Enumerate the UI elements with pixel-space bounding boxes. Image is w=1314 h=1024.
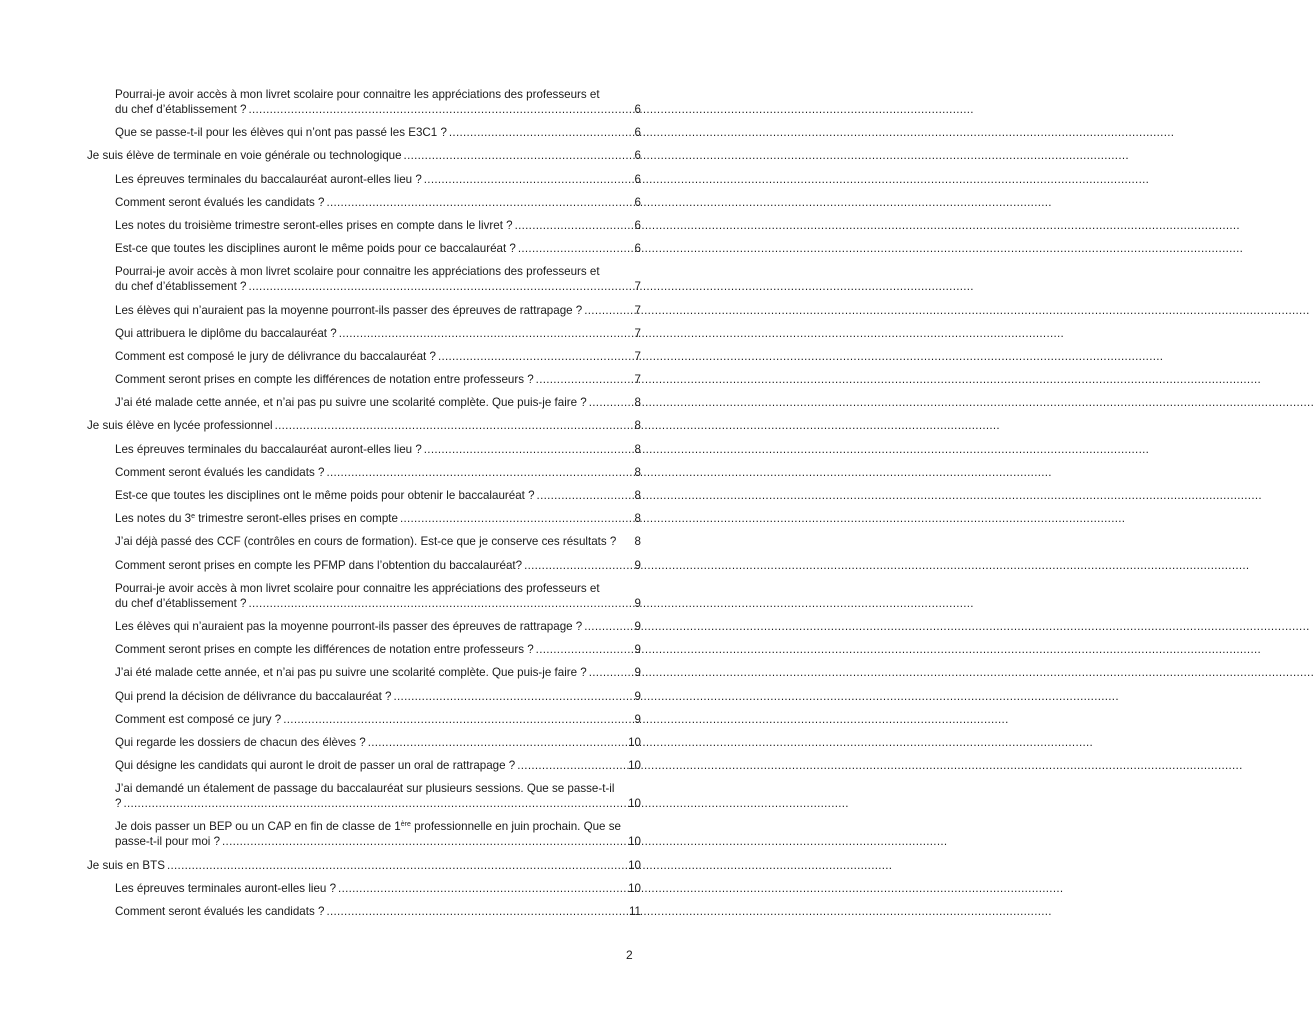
toc-entry[interactable]: [87, 148, 641, 163]
toc-entry-title: ?: [115, 797, 122, 811]
dot-leader: [536, 642, 631, 657]
toc-entry-text: Les notes du 3: [115, 512, 192, 526]
dot-leader: [248, 279, 631, 294]
toc-entry-row: [115, 349, 641, 364]
toc-entry-title: passe-t-il pour moi ?: [115, 835, 221, 849]
dot-leader: [248, 596, 631, 611]
toc-entry-text: Je dois passer un BEP ou un CAP en fin de classe de 1: [115, 820, 401, 834]
toc-entry[interactable]: [87, 87, 641, 117]
toc-entry-row: [87, 418, 641, 433]
toc-entry-row: [115, 665, 641, 680]
dot-leader: [515, 218, 631, 233]
toc-entry-row: [115, 303, 641, 318]
toc-entry-title: Les épreuves terminales du baccalauréat auront-elles lieu ?: [115, 442, 422, 456]
toc-entry-title: Comment seront prises en compte les différences de notation entre professeurs ?: [115, 373, 534, 387]
toc-entry-row: [115, 511, 641, 526]
toc-entry-title: J’ai déjà passé des CCF (contrôles en cours de formation). Est-ce que je conserve ces résultats ?: [115, 535, 617, 549]
toc-entry-title: Qui attribuera le diplôme du baccalauréat ?: [115, 326, 337, 340]
toc-entry-row: [115, 834, 641, 849]
dot-leader: [326, 195, 631, 210]
toc-entry-title: Comment est composé ce jury ?: [115, 712, 282, 726]
toc-entry[interactable]: [87, 195, 641, 210]
dot-leader: [283, 712, 631, 727]
toc-entry-row: [115, 796, 641, 811]
toc-page-number: 10: [628, 881, 641, 895]
toc-entry-text: Pourrai-je avoir accès à mon livret scolaire pour connaitre les appréciations des professeurs et: [115, 265, 600, 279]
superscript: ère: [400, 821, 411, 829]
toc-entry[interactable]: [87, 904, 641, 919]
toc-entry-row: [115, 758, 641, 773]
toc-entry[interactable]: [87, 619, 641, 634]
toc-entry-title: Comment seront prises en compte les différences de notation entre professeurs ?: [115, 643, 534, 657]
toc-page-number: 6: [634, 195, 641, 209]
toc-entry[interactable]: [87, 372, 641, 387]
dot-leader: [338, 881, 626, 896]
toc-entry[interactable]: [87, 395, 641, 410]
toc-entry[interactable]: [87, 819, 641, 849]
dot-leader: [368, 735, 626, 750]
toc-entry-text: trimestre seront-elles prises en compte: [194, 512, 398, 526]
toc-page-number: 8: [634, 512, 641, 526]
toc-page-number: 6: [634, 242, 641, 256]
toc-entry-title: J’ai été malade cette année, et n’ai pas pu suivre une scolarité complète. Que puis-je faire ?: [115, 666, 587, 680]
toc-entry[interactable]: [87, 712, 641, 727]
toc-page-number: 8: [634, 442, 641, 456]
toc-entry-first-line: [115, 581, 641, 596]
toc-entry[interactable]: [87, 581, 641, 611]
toc-entry-title: Comment seront évalués les candidats ?: [115, 195, 325, 209]
dot-leader: [584, 303, 631, 318]
toc-entry[interactable]: [87, 264, 641, 294]
toc-entry-row: [115, 881, 641, 896]
dot-leader: [424, 172, 631, 187]
dot-leader: [589, 395, 631, 410]
toc-entry-title: Est-ce que toutes les disciplines ont le même poids pour obtenir le baccalauréat ?: [115, 489, 535, 502]
toc-entry-title: du chef d’établissement ?: [115, 103, 247, 116]
dot-leader: [167, 858, 626, 873]
toc-page-number: 11: [628, 905, 641, 918]
toc-entry-row: [115, 372, 641, 387]
toc-page-number: 8: [634, 419, 641, 433]
toc-entry-row: [115, 172, 641, 187]
toc-page-number: 9: [634, 643, 641, 657]
toc-page-number: 8: [634, 535, 641, 549]
toc-entry[interactable]: [87, 465, 641, 480]
toc-page-number: 9: [634, 558, 641, 572]
dot-leader: [449, 125, 631, 140]
dot-leader: [222, 834, 626, 849]
toc-entry-title: Est-ce que toutes les disciplines auront le même poids pour ce baccalauréat ?: [115, 242, 516, 256]
toc-entry[interactable]: [87, 172, 641, 187]
toc-entry-row: [115, 326, 641, 341]
toc-page-number: 6: [634, 218, 641, 232]
toc-page-number: 10: [628, 759, 641, 773]
toc-entry[interactable]: [87, 488, 641, 503]
toc-entry[interactable]: [87, 858, 641, 873]
dot-leader: [589, 665, 631, 680]
toc-entry-title: du chef d’établissement ?: [115, 596, 247, 610]
toc-entry-title: Les notes du troisième trimestre seront-elles prises en compte dans le livret ?: [115, 218, 513, 232]
toc-entry-title: Qui regarde les dossiers de chacun des élèves ?: [115, 735, 366, 749]
dot-leader: [537, 488, 631, 503]
toc-entry-first-line: [115, 264, 641, 279]
toc-entry[interactable]: [87, 758, 641, 773]
toc-entry-row: [115, 279, 641, 294]
dot-leader: [123, 796, 626, 811]
toc-entry-row: [115, 689, 641, 704]
toc-entry-title: Comment seront évalués les candidats ?: [115, 905, 325, 918]
toc-entry-row: [115, 619, 641, 634]
toc-entry[interactable]: [87, 418, 641, 433]
dot-leader: [400, 511, 631, 526]
superscript: e: [191, 513, 195, 521]
toc-entry-title: Comment seront prises en compte les PFMP dans l’obtention du baccalauréat?: [115, 558, 523, 572]
toc-page-number: 9: [634, 619, 641, 633]
toc-entry-first-line: [115, 781, 641, 796]
toc-entry-title: Je suis en BTS: [87, 858, 165, 872]
table-of-contents: [87, 87, 641, 927]
dot-leader: [438, 349, 631, 364]
toc-page-number: 7: [634, 303, 641, 317]
toc-page-number: 10: [628, 797, 641, 811]
toc-entry-row: [115, 558, 641, 573]
toc-entry-title: Comment est composé le jury de délivrance du baccalauréat ?: [115, 349, 436, 363]
toc-entry-row: [87, 148, 641, 163]
toc-entry-title: Je suis élève en lycée professionnel: [87, 419, 273, 433]
toc-page-number: 8: [634, 465, 641, 479]
dot-leader: [536, 372, 631, 387]
toc-entry-row: [115, 395, 641, 410]
toc-page-number: 7: [634, 373, 641, 387]
toc-page-number: 6: [634, 103, 641, 116]
toc-entry-row: [115, 102, 641, 117]
toc-page-number: 9: [634, 596, 641, 610]
toc-entry[interactable]: [87, 326, 641, 341]
toc-page-number: 6: [634, 149, 641, 163]
toc-entry-title: Qui prend la décision de délivrance du baccalauréat ?: [115, 689, 392, 703]
toc-entry[interactable]: [87, 665, 641, 680]
toc-entry-title: Je suis élève de terminale en voie générale ou technologique: [87, 149, 402, 163]
toc-entry[interactable]: [87, 534, 641, 549]
toc-entry-row: [115, 488, 641, 503]
toc-entry-title: du chef d’établissement ?: [115, 280, 247, 294]
toc-entry-title: Comment seront évalués les candidats ?: [115, 465, 325, 479]
toc-page-number: 6: [634, 172, 641, 186]
toc-entry[interactable]: [87, 442, 641, 457]
toc-entry-row: [115, 735, 641, 750]
dot-leader: [326, 904, 627, 919]
toc-page-number: 9: [634, 666, 641, 680]
toc-entry[interactable]: [87, 558, 641, 573]
toc-entry[interactable]: [87, 735, 641, 750]
toc-entry[interactable]: [87, 881, 641, 896]
toc-entry-title: Les élèves qui n’auraient pas la moyenne pourront-ils passer des épreuves de rattrapage ?: [115, 303, 583, 317]
toc-page-number: 7: [634, 280, 641, 294]
toc-entry-row: [115, 125, 641, 140]
toc-page-number: 6: [634, 126, 641, 140]
toc-entry-row: [115, 534, 641, 549]
toc-page-number: 9: [634, 712, 641, 726]
dot-leader: [326, 465, 631, 480]
dot-leader: [584, 619, 631, 634]
toc-entry-title: Les épreuves terminales du baccalauréat auront-elles lieu ?: [115, 172, 422, 186]
toc-entry[interactable]: [87, 349, 641, 364]
toc-entry-title: Qui désigne les candidats qui auront le droit de passer un oral de rattrapage ?: [115, 759, 516, 773]
toc-page-number: 10: [628, 858, 641, 872]
toc-entry-text: Pourrai-je avoir accès à mon livret scolaire pour connaitre les appréciations des professeurs et: [115, 88, 600, 101]
toc-entry-text: Pourrai-je avoir accès à mon livret scolaire pour connaitre les appréciations des professeurs et: [115, 581, 600, 595]
toc-page-number: 8: [634, 489, 641, 502]
toc-page-number: 10: [628, 835, 641, 849]
toc-entry[interactable]: [87, 303, 641, 318]
toc-entry[interactable]: [87, 511, 641, 526]
dot-leader: [524, 558, 631, 573]
dot-leader: [275, 418, 631, 433]
toc-entry-text: J’ai demandé un étalement de passage du baccalauréat sur plusieurs sessions. Que se passe-t-il: [115, 782, 615, 796]
toc-entry-text: professionnelle en juin prochain. Que se: [410, 820, 621, 834]
dot-leader: [339, 326, 631, 341]
toc-entry-row: [115, 904, 641, 919]
toc-entry[interactable]: [87, 218, 641, 233]
toc-entry-row: [87, 858, 641, 873]
toc-entry[interactable]: [87, 241, 641, 256]
toc-entry-title: Les épreuves terminales auront-elles lieu ?: [115, 881, 337, 895]
toc-page-number: 7: [634, 326, 641, 340]
toc-entry-first-line: [115, 87, 641, 102]
toc-entry-row: [115, 195, 641, 210]
toc-entry-title: [115, 511, 398, 526]
toc-page-number: 7: [634, 349, 641, 363]
dot-leader: [518, 241, 631, 256]
toc-entry-row: [115, 596, 641, 611]
toc-page-number: 10: [628, 735, 641, 749]
dot-leader: [248, 102, 631, 117]
toc-entry[interactable]: [87, 689, 641, 704]
toc-entry[interactable]: [87, 781, 641, 811]
toc-page-number: 9: [634, 689, 641, 703]
toc-entry-title: J’ai été malade cette année, et n’ai pas pu suivre une scolarité complète. Que puis-je faire ?: [115, 396, 587, 410]
dot-leader: [424, 442, 631, 457]
toc-entry[interactable]: [87, 125, 641, 140]
toc-entry-row: [115, 642, 641, 657]
page-number: 2: [626, 948, 633, 962]
toc-entry-row: [115, 442, 641, 457]
toc-entry-row: [115, 241, 641, 256]
toc-entry-title: Les élèves qui n’auraient pas la moyenne pourront-ils passer des épreuves de rattrapage ?: [115, 619, 583, 633]
dot-leader: [517, 758, 626, 773]
toc-entry-row: [115, 218, 641, 233]
dot-leader: [404, 148, 631, 163]
dot-leader: [394, 689, 632, 704]
toc-entry[interactable]: [87, 642, 641, 657]
toc-entry-row: [115, 465, 641, 480]
toc-page-number: 8: [634, 396, 641, 410]
toc-entry-first-line: [115, 819, 641, 834]
toc-entry-title: Que se passe-t-il pour les élèves qui n’ont pas passé les E3C1 ?: [115, 126, 447, 140]
toc-entry-row: [115, 712, 641, 727]
